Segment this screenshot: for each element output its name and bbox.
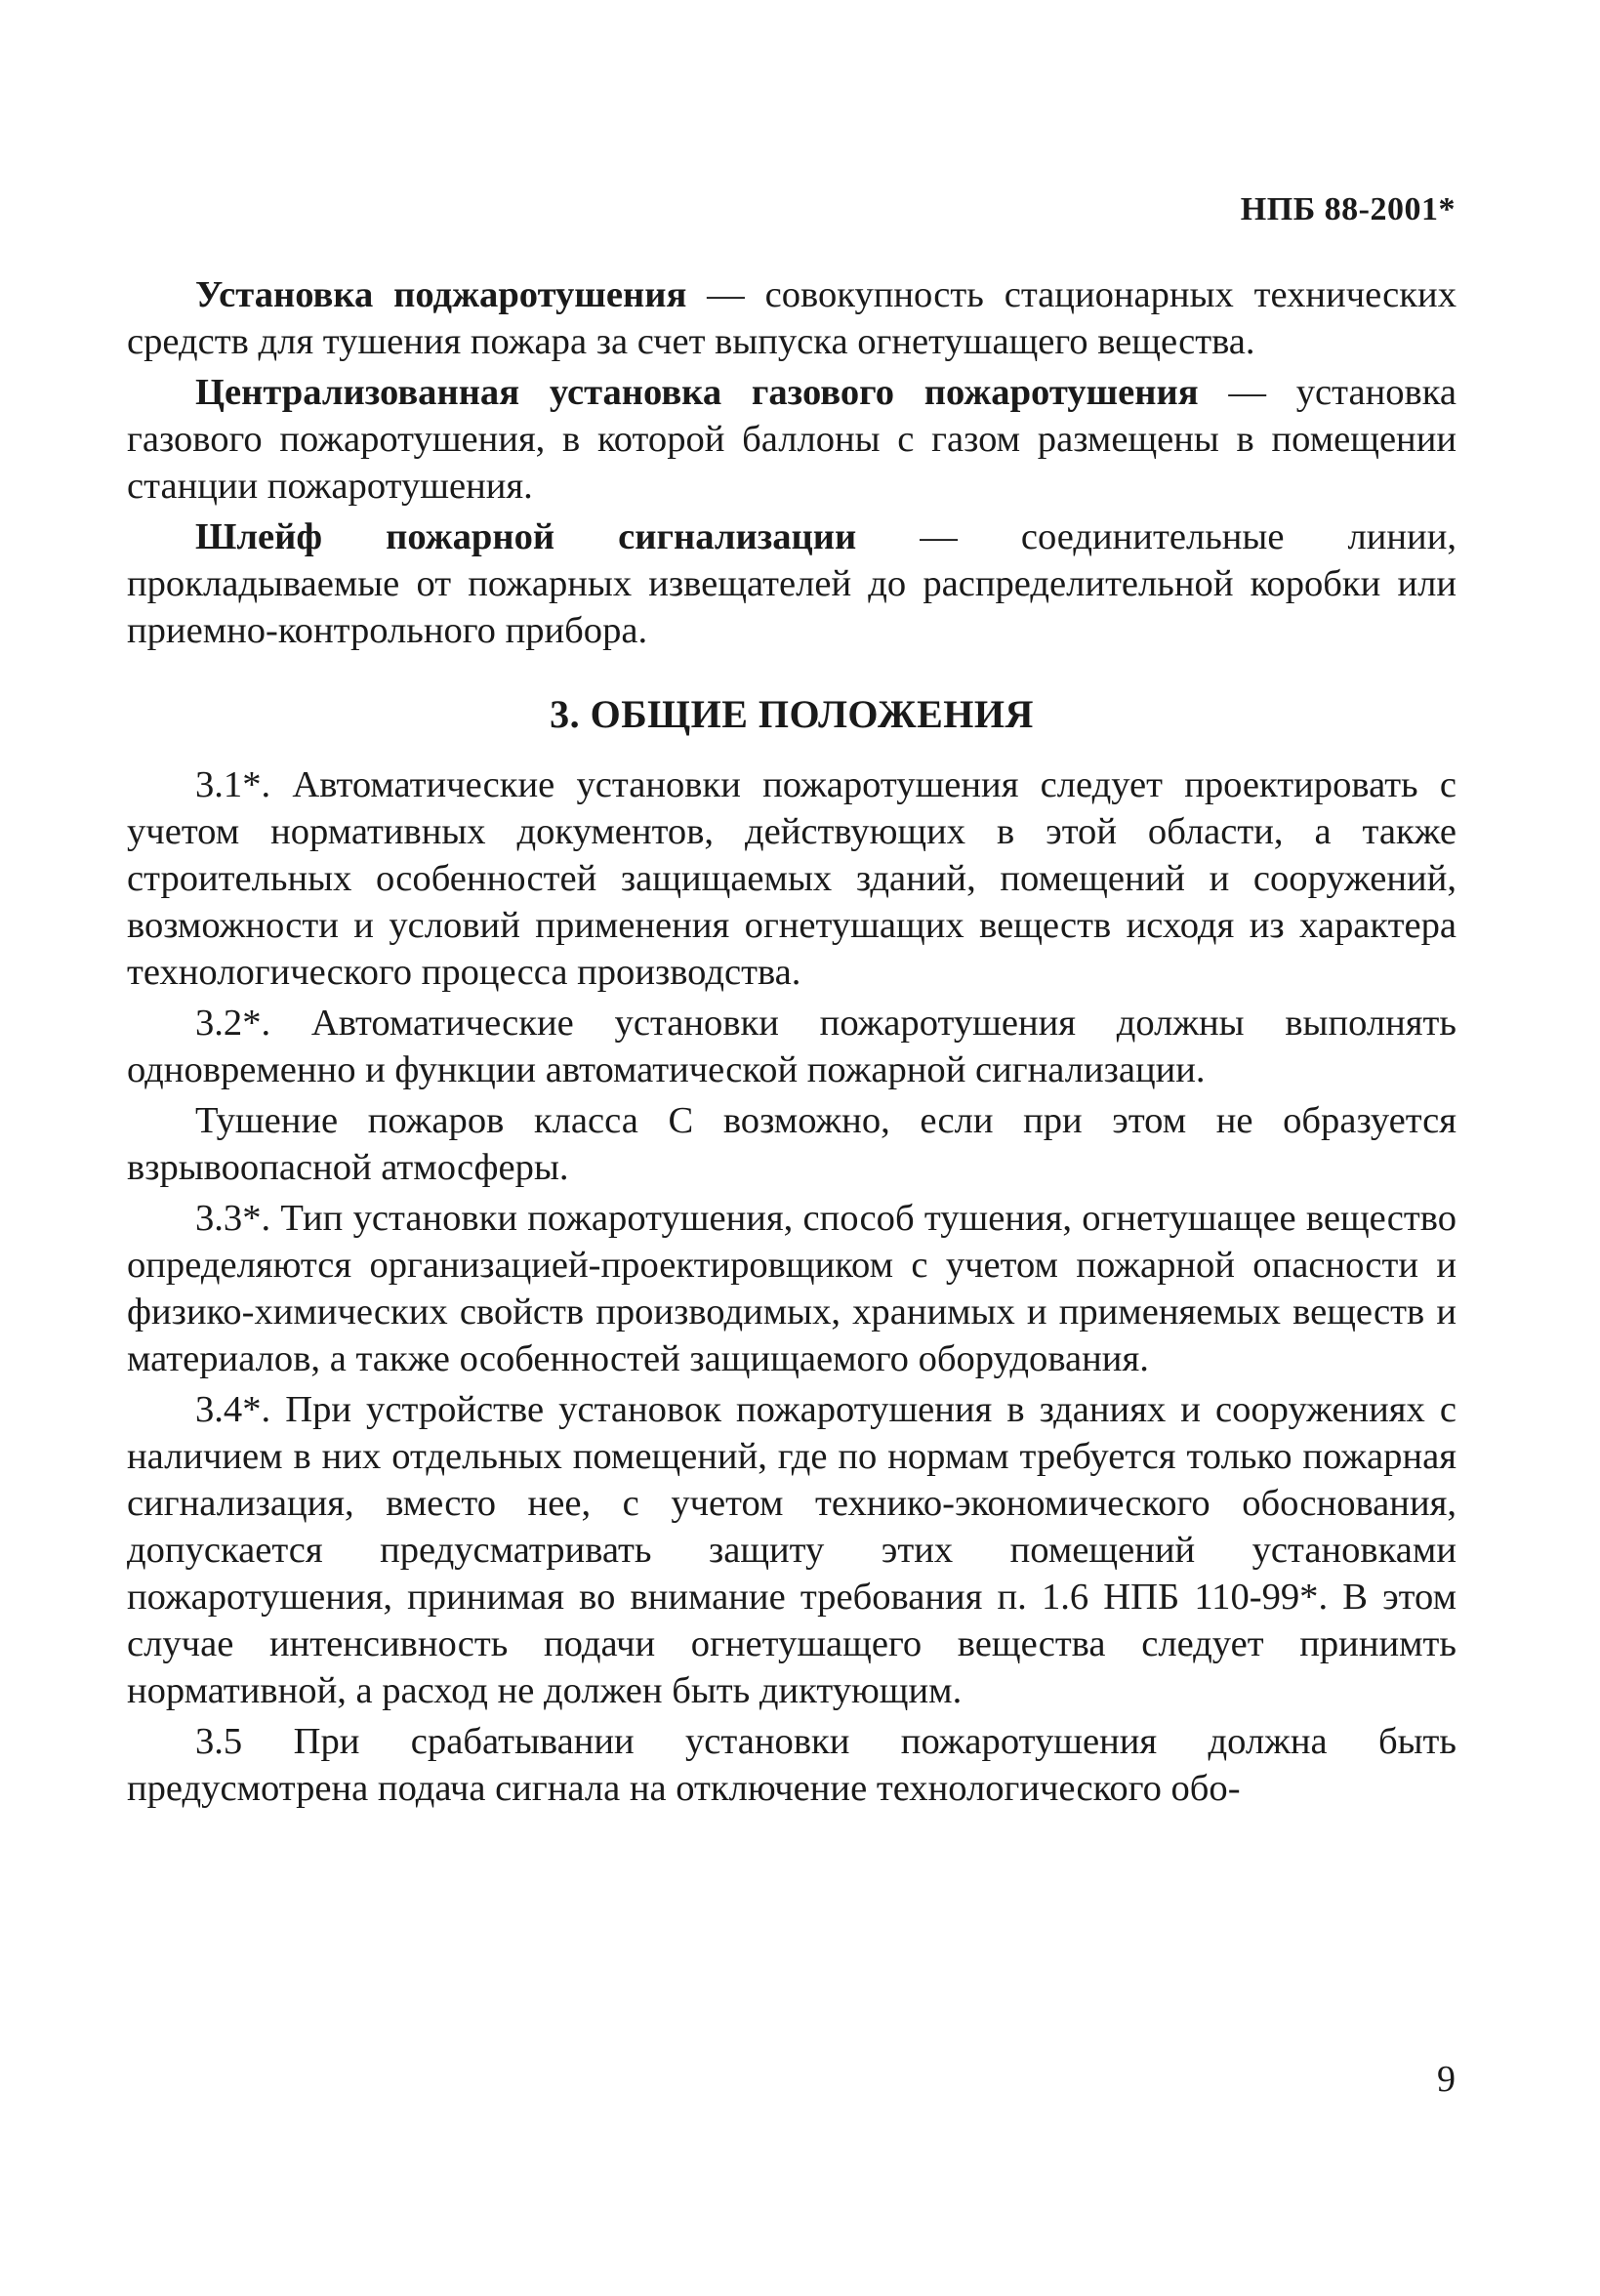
body-paragraph: Тушение пожаров класса С возможно, если при этом не образуется взрывоопасной атмосферы.	[127, 1100, 1456, 1188]
definition-term: Установка поджаротушения	[195, 274, 687, 315]
body-paragraph: 3.3*. Тип установки пожаротушения, способ тушения, огнетушащее вещество определяются организацией-проектировщиком с учетом пожарной опасности и физико-химических свойств производимых, хранимых и применяемых веществ и материалов, а также особенностей защищаемого оборудования.	[127, 1198, 1456, 1379]
definition-text: — соединительные линии, прокладываемые от пожарных извещателей до распределительной коробки или приемно-контрольного прибора.	[127, 516, 1456, 651]
definition-text: — совокупность стационарных технических средств для тушения пожара за счет выпуска огнетушащего вещества.	[127, 274, 1456, 362]
definition-text: — установка газового пожаротушения, в которой баллоны с газом размещены в помещении станции пожаротушения.	[127, 372, 1456, 507]
definition-paragraph	[127, 369, 1456, 510]
body-paragraph: 3.4*. При устройстве установок пожаротушения в зданиях и сооружениях с наличием в них отдельных помещений, где по нормам требуется только пожарная сигнализация, вместо нее, с учетом технико-экономического обоснования, допускается предусматривать защиту этих помещений установками пожаротушения, принимая во внимание требования п. 1.6 НПБ 110-99*. В этом случае интенсивность подачи огнетушащего вещества следует принимть нормативной, а расход не должен быть диктующим.	[127, 1389, 1456, 1711]
document-code: НПБ 88-2001*	[1240, 191, 1456, 227]
definition-term: Централизованная установка газового пожаротушения	[195, 372, 1199, 413]
section-heading: 3. ОБЩИЕ ПОЛОЖЕНИЯ	[550, 692, 1034, 736]
body-paragraph: 3.5 При срабатывании установки пожаротушения должна быть предусмотрена подача сигнала на отключение технологического обо-	[127, 1721, 1456, 1809]
page-number: 9	[1437, 2059, 1456, 2100]
body-paragraph: 3.2*. Автоматические установки пожаротушения должны выполнять одновременно и функции автоматической пожарной сигнализации.	[127, 1003, 1456, 1090]
page-body	[127, 271, 1456, 1812]
definition-paragraph	[127, 271, 1456, 365]
definition-term: Шлейф пожарной сигнализации	[195, 516, 857, 557]
definition-paragraph	[127, 513, 1456, 654]
body-paragraph: 3.1*. Автоматические установки пожаротушения следует проектировать с учетом нормативных документов, действующих в этой области, а также строительных особенностей защищаемых зданий, помещений и сооружений, возможности и условий применения огнетушащих веществ исходя из характера технологического процесса производства.	[127, 764, 1456, 993]
